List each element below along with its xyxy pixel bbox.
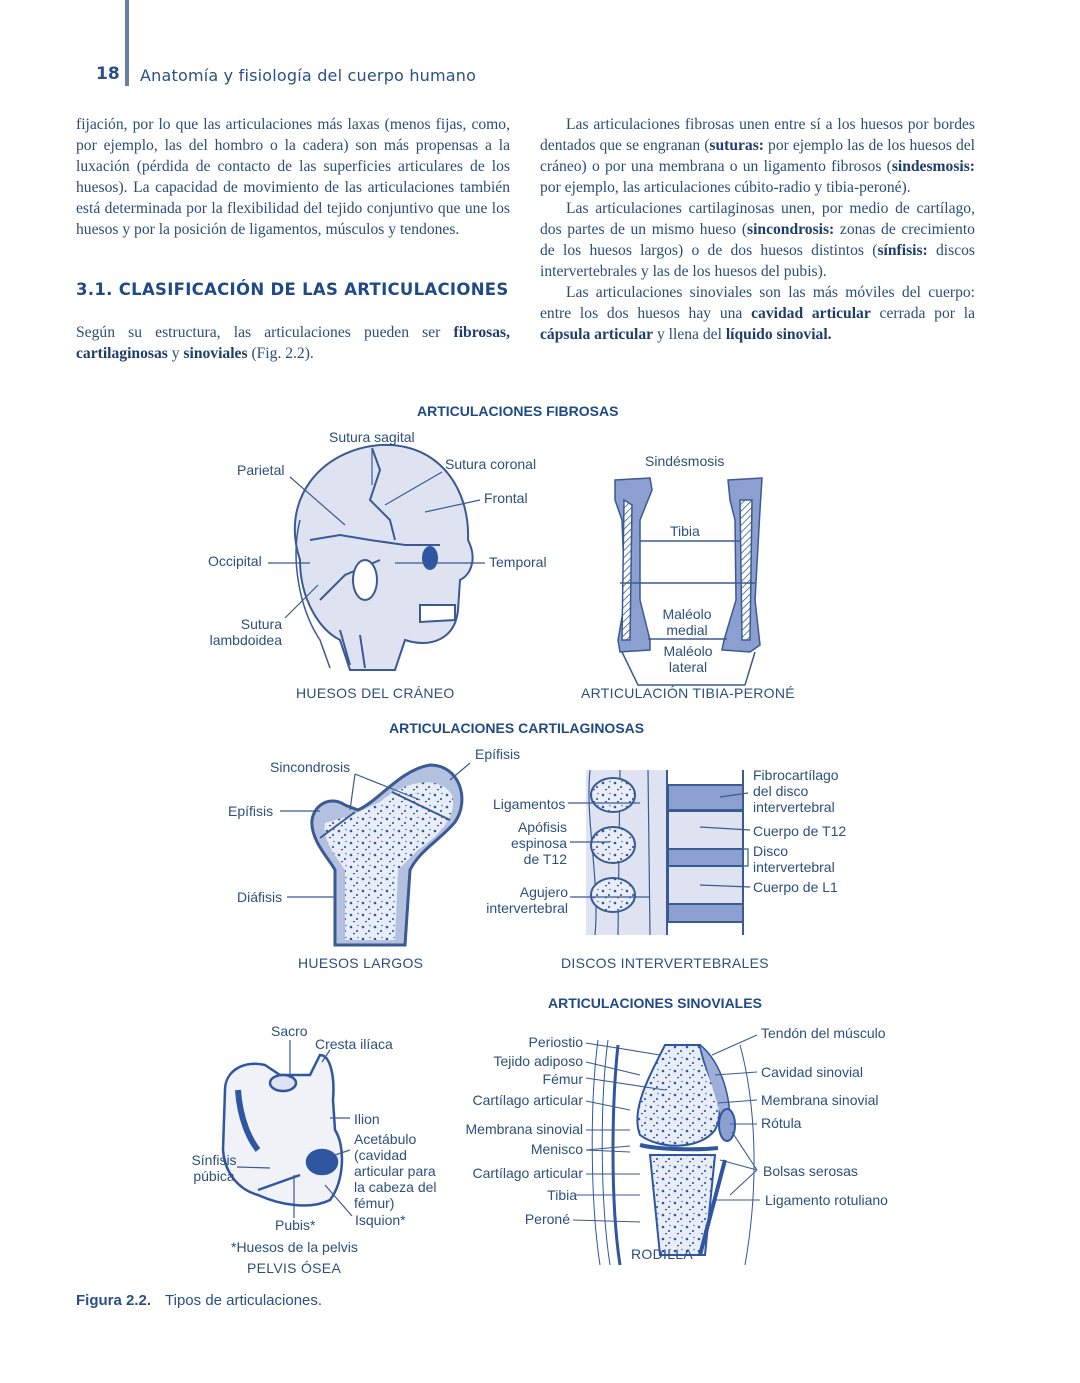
label-sindesmosis: Sindésmosis: [645, 453, 725, 469]
bold-term: líquido sinovial.: [725, 326, 832, 343]
label-diafisis: Diáfisis: [237, 889, 283, 905]
label-sutura-coronal: Sutura coronal: [445, 456, 537, 472]
label-epifisis-top: Epífisis: [475, 746, 521, 762]
label-line: de T12: [523, 851, 567, 867]
label-cuerpo-l1: Cuerpo de L1: [753, 879, 838, 895]
label-line: lateral: [668, 659, 708, 675]
label-sutura-sagital: Sutura sagital: [329, 429, 415, 445]
label-line: Fibrocartílago: [753, 767, 839, 783]
label-sinfisis-pubica: [186, 1152, 242, 1184]
bold-term: fibrosas, cartilaginosas: [76, 324, 510, 362]
label-sutura-lambdoidea: [206, 616, 282, 648]
pelvis-footnote: *Huesos de la pelvis: [231, 1239, 358, 1255]
label-membrana-sinovial-right: Membrana sinovial: [761, 1092, 879, 1108]
title-articulaciones-fibrosas: ARTICULACIONES FIBROSAS: [417, 403, 619, 419]
label-parietal: Parietal: [237, 462, 285, 478]
running-title: Anatomía y fisiología del cuerpo humano: [140, 66, 477, 85]
title-articulaciones-cartilaginosas: ARTICULACIONES CARTILAGINOSAS: [389, 720, 645, 736]
text-run: Las articulaciones fibrosas unen entre sí a los huesos por bordes dentados que se engranan (: [540, 116, 975, 154]
figure-number: Figura 2.2.: [76, 1292, 152, 1309]
label-occipital: Occipital: [208, 553, 262, 569]
long-bone-illustration: [312, 765, 462, 945]
label-cartilago-articular-2: Cartílago articular: [472, 1165, 583, 1181]
label-acetabulo: [354, 1131, 437, 1211]
bold-term: sínfisis:: [877, 242, 928, 259]
text-run: discos intervertebrales y las de los huesos del pubis).: [540, 242, 975, 280]
label-line: púbica: [193, 1168, 235, 1184]
label-line: intervertebral: [753, 859, 835, 875]
label-line: Maléolo: [663, 643, 713, 659]
label-line: articular para: [354, 1163, 436, 1179]
label-line: intervertebral: [753, 799, 835, 815]
label-line: lambdoidea: [209, 632, 282, 648]
label-apofisis-espinosa: [495, 819, 567, 867]
bold-term: cavidad articular: [751, 305, 871, 322]
figure-caption: [76, 1292, 322, 1309]
subtitle-articulacion-tibia-perone: ARTICULACIÓN TIBIA-PERONÉ: [581, 685, 795, 701]
subtitle-pelvis-osea: PELVIS ÓSEA: [247, 1260, 342, 1276]
subtitle-rodilla: RODILLA: [631, 1246, 694, 1262]
bold-term: cápsula articular: [540, 326, 654, 343]
bold-term: suturas:: [709, 137, 764, 154]
label-pubis: Pubis*: [275, 1217, 316, 1233]
text-run: por ejemplo, las articulaciones cúbito-radio y tibia-peroné).: [540, 179, 911, 196]
label-periostio: Periostio: [528, 1034, 583, 1050]
label-epifisis-left: Epífisis: [228, 803, 274, 819]
subtitle-huesos-largos: HUESOS LARGOS: [298, 955, 424, 971]
label-ligamento-rotuliano: Ligamento rotuliano: [765, 1192, 888, 1208]
label-bolsas-serosas: Bolsas serosas: [763, 1163, 858, 1179]
bold-term: sinoviales: [183, 345, 248, 362]
label-perone: Peroné: [524, 1211, 570, 1227]
label-line: Acetábulo: [354, 1131, 417, 1147]
label-menisco: Menisco: [530, 1141, 583, 1157]
label-line: Sutura: [240, 616, 282, 632]
label-line: Apófisis: [517, 819, 567, 835]
label-cavidad-sinovial: Cavidad sinovial: [761, 1064, 863, 1080]
label-line: la cabeza del: [354, 1179, 437, 1195]
label-tendon-del-musculo: Tendón del músculo: [761, 1025, 886, 1041]
label-line: Disco: [753, 843, 789, 859]
subtitle-huesos-del-craneo: HUESOS DEL CRÁNEO: [296, 685, 455, 701]
text-run: y llena del: [653, 326, 726, 343]
bold-term: sindesmosis:: [891, 158, 975, 175]
label-sacro: Sacro: [271, 1023, 308, 1039]
label-line: (cavidad: [354, 1147, 407, 1163]
label-disco-intervertebral: [753, 843, 835, 875]
label-fibrocartilago: [753, 767, 839, 815]
label-maleolo-lateral: [653, 643, 723, 675]
label-line: Sínfisis: [191, 1152, 237, 1168]
label-tibia-knee: Tibia: [547, 1187, 577, 1203]
label-line: intervertebral: [486, 900, 568, 916]
label-rotula: Rótula: [761, 1115, 802, 1131]
text-run: zonas de crecimiento de los huesos largos) o de dos huesos distintos (: [540, 221, 975, 259]
subtitle-discos-intervertebrales: DISCOS INTERVERTEBRALES: [561, 955, 769, 971]
label-cresta-iliaca: Cresta ilíaca: [315, 1036, 393, 1052]
label-cartilago-articular-1: Cartílago articular: [472, 1092, 583, 1108]
label-membrana-sinovial-left: Membrana sinovial: [465, 1121, 583, 1137]
label-frontal: Frontal: [484, 490, 528, 506]
spine-illustration: [586, 770, 743, 935]
label-maleolo-medial: [652, 606, 722, 638]
label-line: Agujero: [519, 884, 568, 900]
text-run: por ejemplo las de los huesos del cráneo) o por una membrana o un ligamento fibrosos (: [540, 137, 975, 175]
label-line: Maléolo: [662, 606, 712, 622]
label-sincondrosis: Sincondrosis: [270, 759, 351, 775]
label-tibia: Tibia: [670, 523, 700, 539]
label-line: fémur): [354, 1195, 395, 1211]
label-ligamentos: Ligamentos: [493, 796, 566, 812]
title-articulaciones-sinoviales: ARTICULACIONES SINOVIALES: [548, 995, 762, 1011]
text-run: y: [167, 345, 184, 362]
label-isquion: Isquion*: [355, 1212, 406, 1228]
label-line: del disco: [753, 783, 809, 799]
label-cuerpo-t12: Cuerpo de T12: [753, 823, 847, 839]
bold-term: sincondrosis:: [747, 221, 835, 238]
label-agujero-intervertebral: [478, 884, 568, 916]
figure-caption-text: Tipos de articulaciones.: [165, 1292, 323, 1309]
text-run: Según su estructura, las articulaciones pueden ser: [76, 324, 454, 341]
figure-reference: (Fig. 2.2).: [247, 345, 314, 362]
section-heading: 3.1. CLASIFICACIÓN DE LAS ARTICULACIONES: [76, 280, 509, 299]
label-femur: Fémur: [542, 1071, 583, 1087]
label-line: espinosa: [510, 835, 567, 851]
skull-illustration: [295, 445, 473, 670]
text-run: Las articulaciones cartilaginosas unen, por medio de cartílago, dos partes de un mismo hueso (: [540, 200, 975, 238]
page-number: 18: [96, 64, 120, 84]
text-run: cerrada por la: [870, 305, 975, 322]
label-temporal: Temporal: [489, 554, 547, 570]
label-tejido-adiposo: Tejido adiposo: [493, 1053, 583, 1069]
label-line: medial: [666, 622, 708, 638]
paragraph-text: fijación, por lo que las articulaciones más laxas (menos fijas, como, por ejemplo, las del hombro o la cadera) son más propensas a la luxación (pérdida de contacto de las superficies articulares de los huesos). La capacidad de movimiento de las articulaciones también está determinada por la flexibilidad del tejido conjuntivo que une los huesos y por la posición de ligamentos, músculos y tendones.: [76, 116, 510, 238]
text-run: Las articulaciones sinoviales son las más móviles del cuerpo: entre los dos huesos hay una: [540, 284, 975, 322]
label-ilion: Ilion: [354, 1111, 380, 1127]
